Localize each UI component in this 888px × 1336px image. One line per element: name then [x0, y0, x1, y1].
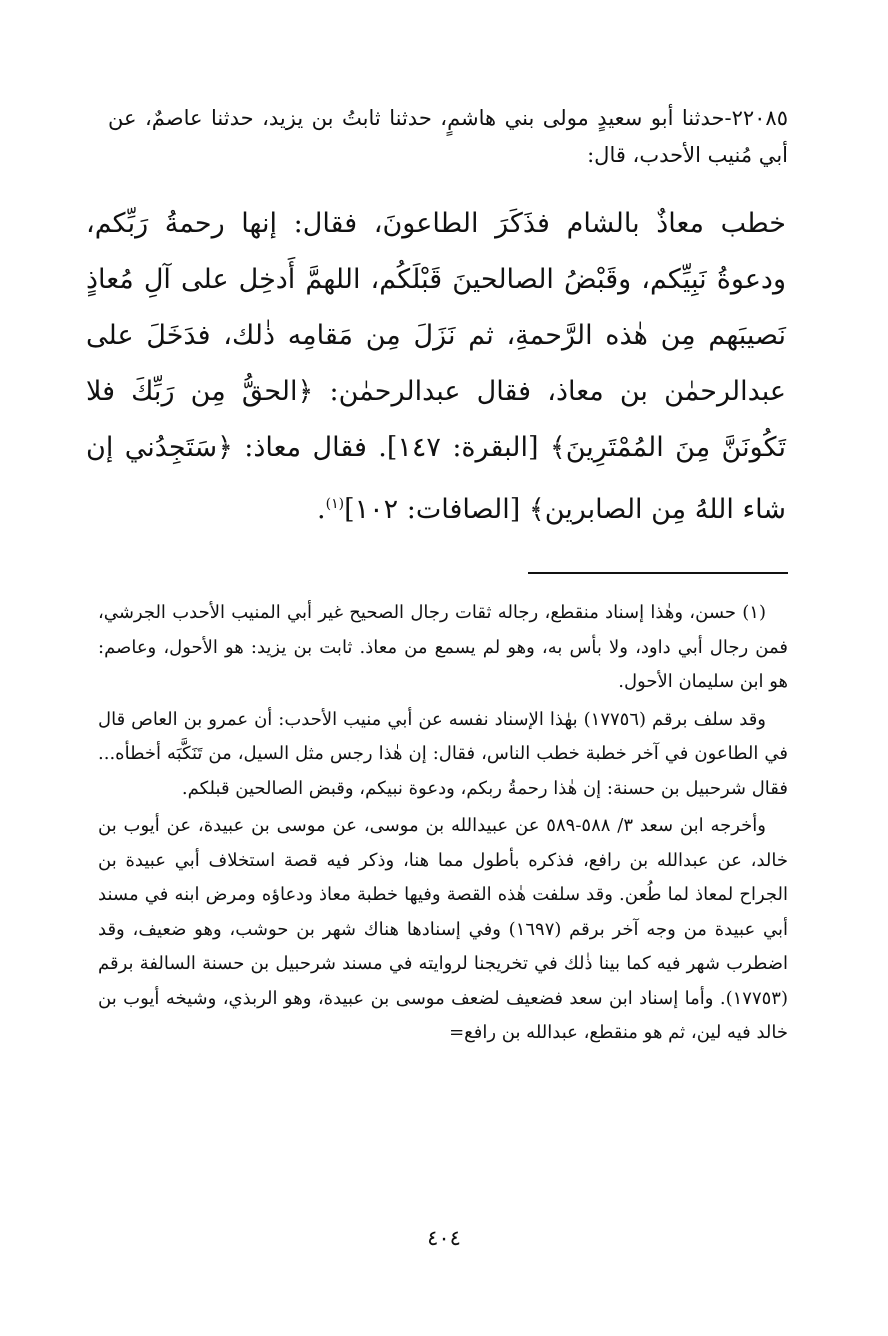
footnote-separator: [528, 572, 788, 574]
footnote-paragraph: وقد سلف برقم (١٧٧٥٦) بهٰذا الإسناد نفسه عن أبي منيب الأحدب: أن عمرو بن العاص قال في الطاعون في آخر خطبة خطب الناس، فقال: إن هٰذا رجس مثل السيل، من تَنَكَّبَه أخطأه... فقال شرحبيل بن حسنة: إن هٰذا رحمةُ ربكم، ودعوة نبيكم، وقبض الصالحين قبلكم.: [98, 708, 788, 799]
isnad-paragraph: [108, 100, 788, 174]
hadith-text-paragraph: [86, 196, 786, 538]
hadith-number: ٢٢٠٨٥-: [724, 106, 788, 130]
page-number: ٤٠٤: [427, 1226, 461, 1250]
footnote-paragraph: وأخرجه ابن سعد ٣/ ٥٨٨-٥٨٩ عن عبيدالله بن موسى، عن موسى بن عبيدة، عن أيوب بن خالد، عن عبدالله بن رافع، فذكره بأطول مما هنا، وذكر فيه قصة استخلاف أبي عبيدة بن الجراح لمعاذ لما طُعن. وقد سلفت هٰذه القصة وفيها خطبة معاذ ودعاؤه ومرض ابنه في مسند أبي عبيدة من وجه آخر برقم (١٦٩٧) وفي إسنادها هناك شهر بن حوشب، وهو ضعيف، وقد اضطرب شهر فيه كما بينا ذٰلك في تخريجنا لروايته في مسند شرحبيل بن حسنة السالفة برقم (١٧٧٥٣). وأما إسناد ابن سعد فضعيف لضعف موسى بن عبيدة، وهو الربذي، وشيخه أيوب بن خالد فيه لين، ثم هو منقطع، عبدالله بن رافع=: [98, 815, 788, 1043]
footnotes-section: [98, 596, 788, 1054]
footnote-reference: (١): [325, 496, 345, 512]
footnote-paragraph: (١) حسن، وهٰذا إسناد منقطع، رجاله ثقات رجال الصحيح غير أبي المنيب الأحدب الجرشي، فمن رجال أبي داود، ولا بأس به، وهو لم يسمع من معاذ. ثابت بن يزيد: هو الأحول، وعاصم: هو ابن سليمان الأحول.: [98, 602, 788, 692]
matn-end: .: [317, 494, 326, 525]
matn-text: خطب معاذٌ بالشام فذَكَرَ الطاعونَ، فقال: إنها رحمةُ رَبِّكم، ودعوةُ نَبِيِّكم، وقَبْضُ الصالحينَ قَبْلَكُم، اللهمَّ أَدخِل على آلِ مُعاذٍ نَصيبَهم مِن هٰذه الرَّحمةِ، ثم نَزَلَ مِن مَقامِه ذٰلك، فدَخَلَ على عبدالرحمٰن بن معاذ، فقال عبدالرحمٰن: ﴿الحقُّ مِن رَبِّكَ فلا تَكُونَنَّ مِنَ المُمْتَرِينَ﴾ [البقرة: ١٤٧]. فقال معاذ: ﴿سَتَجِدُني إن شاء اللهُ مِن الصابرين﴾ [الصافات: ١٠٢]: [86, 208, 786, 525]
isnad-text: حدثنا أبو سعيدٍ مولى بني هاشمٍ، حدثنا ثابتُ بن يزيد، حدثنا عاصمٌ، عن أبي مُنيب الأحدب، قال:: [108, 106, 788, 167]
